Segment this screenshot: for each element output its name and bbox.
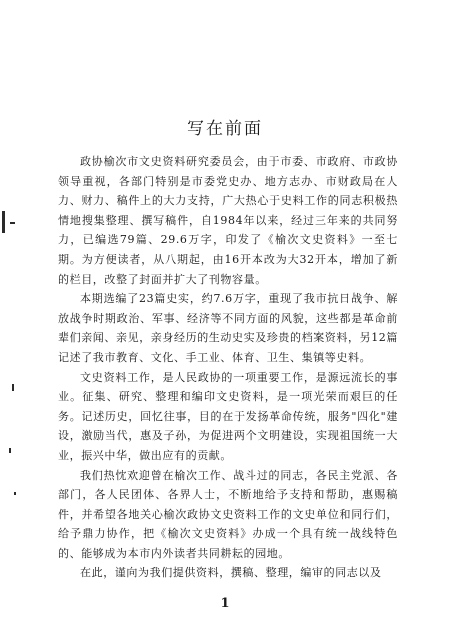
paragraph: 文史资料工作，是人民政协的一项重要工作，是源远流长的事业。征集、研究、整理和编印文史资料，是一项光荣而艰巨的任务。记述历史，回忆往事，目的在于发扬革命传统，服务"四化"建设，激励当代，惠及子孙，为促进两个文明建设，实现祖国统一大业，振兴中华，做出应有的贡献。	[58, 370, 398, 462]
scan-artifact	[12, 384, 14, 391]
scan-artifact	[14, 492, 16, 495]
scan-artifact	[2, 211, 5, 233]
paragraph: 在此，谨向为我们提供资料，撰稿、整理，编审的同志以及	[80, 566, 382, 580]
paragraph: 政协榆次市文史资料研究委员会，由于市委、市政府、市政协领导重视，各部门特别是市委党史办、地方志办、市财政局在人力、财力、稿件上的大力支持，广大热心于史料工作的同志积极热情地搜集整理、撰写稿件，自1984年以来，经过三年来的共同努力，已编选79篇、29.6万字，印发了《榆次文史资料》一至七期。为方便读者，从八期起，由16开本改为大32开本，增加了新的栏目，改整了封面并扩大了刊物容量。	[58, 155, 398, 286]
page-title: 写在前面	[187, 119, 263, 140]
paragraph: 我们热忱欢迎曾在榆次工作、战斗过的同志，各民主党派、各部门，各人民团体、各界人士，不断地给予支持和帮助，惠赐稿件，并希望各地关心榆次政协文史资料工作的文史单位和同行们，给予鼎力协作，把《榆次文史资料》办成一个具有统一战线特色的、能够成为本市内外读者共同耕耘的园地。	[58, 468, 398, 560]
body-text	[58, 152, 398, 583]
scan-artifact	[9, 448, 11, 453]
scan-artifact	[10, 222, 15, 224]
paragraph: 本期选编了23篇史实，约7.6万字，重现了我市抗日战争、解放战争时期政治、军事、经济等不同方面的风貌，这些都是革命前辈们亲闻、亲见，亲身经历的生动史实及珍贵的档案资料，另12篇记述了我市教育、文化、手工业、体育、卫生、集镇等史料。	[58, 292, 398, 364]
page-number: 1	[220, 596, 230, 611]
